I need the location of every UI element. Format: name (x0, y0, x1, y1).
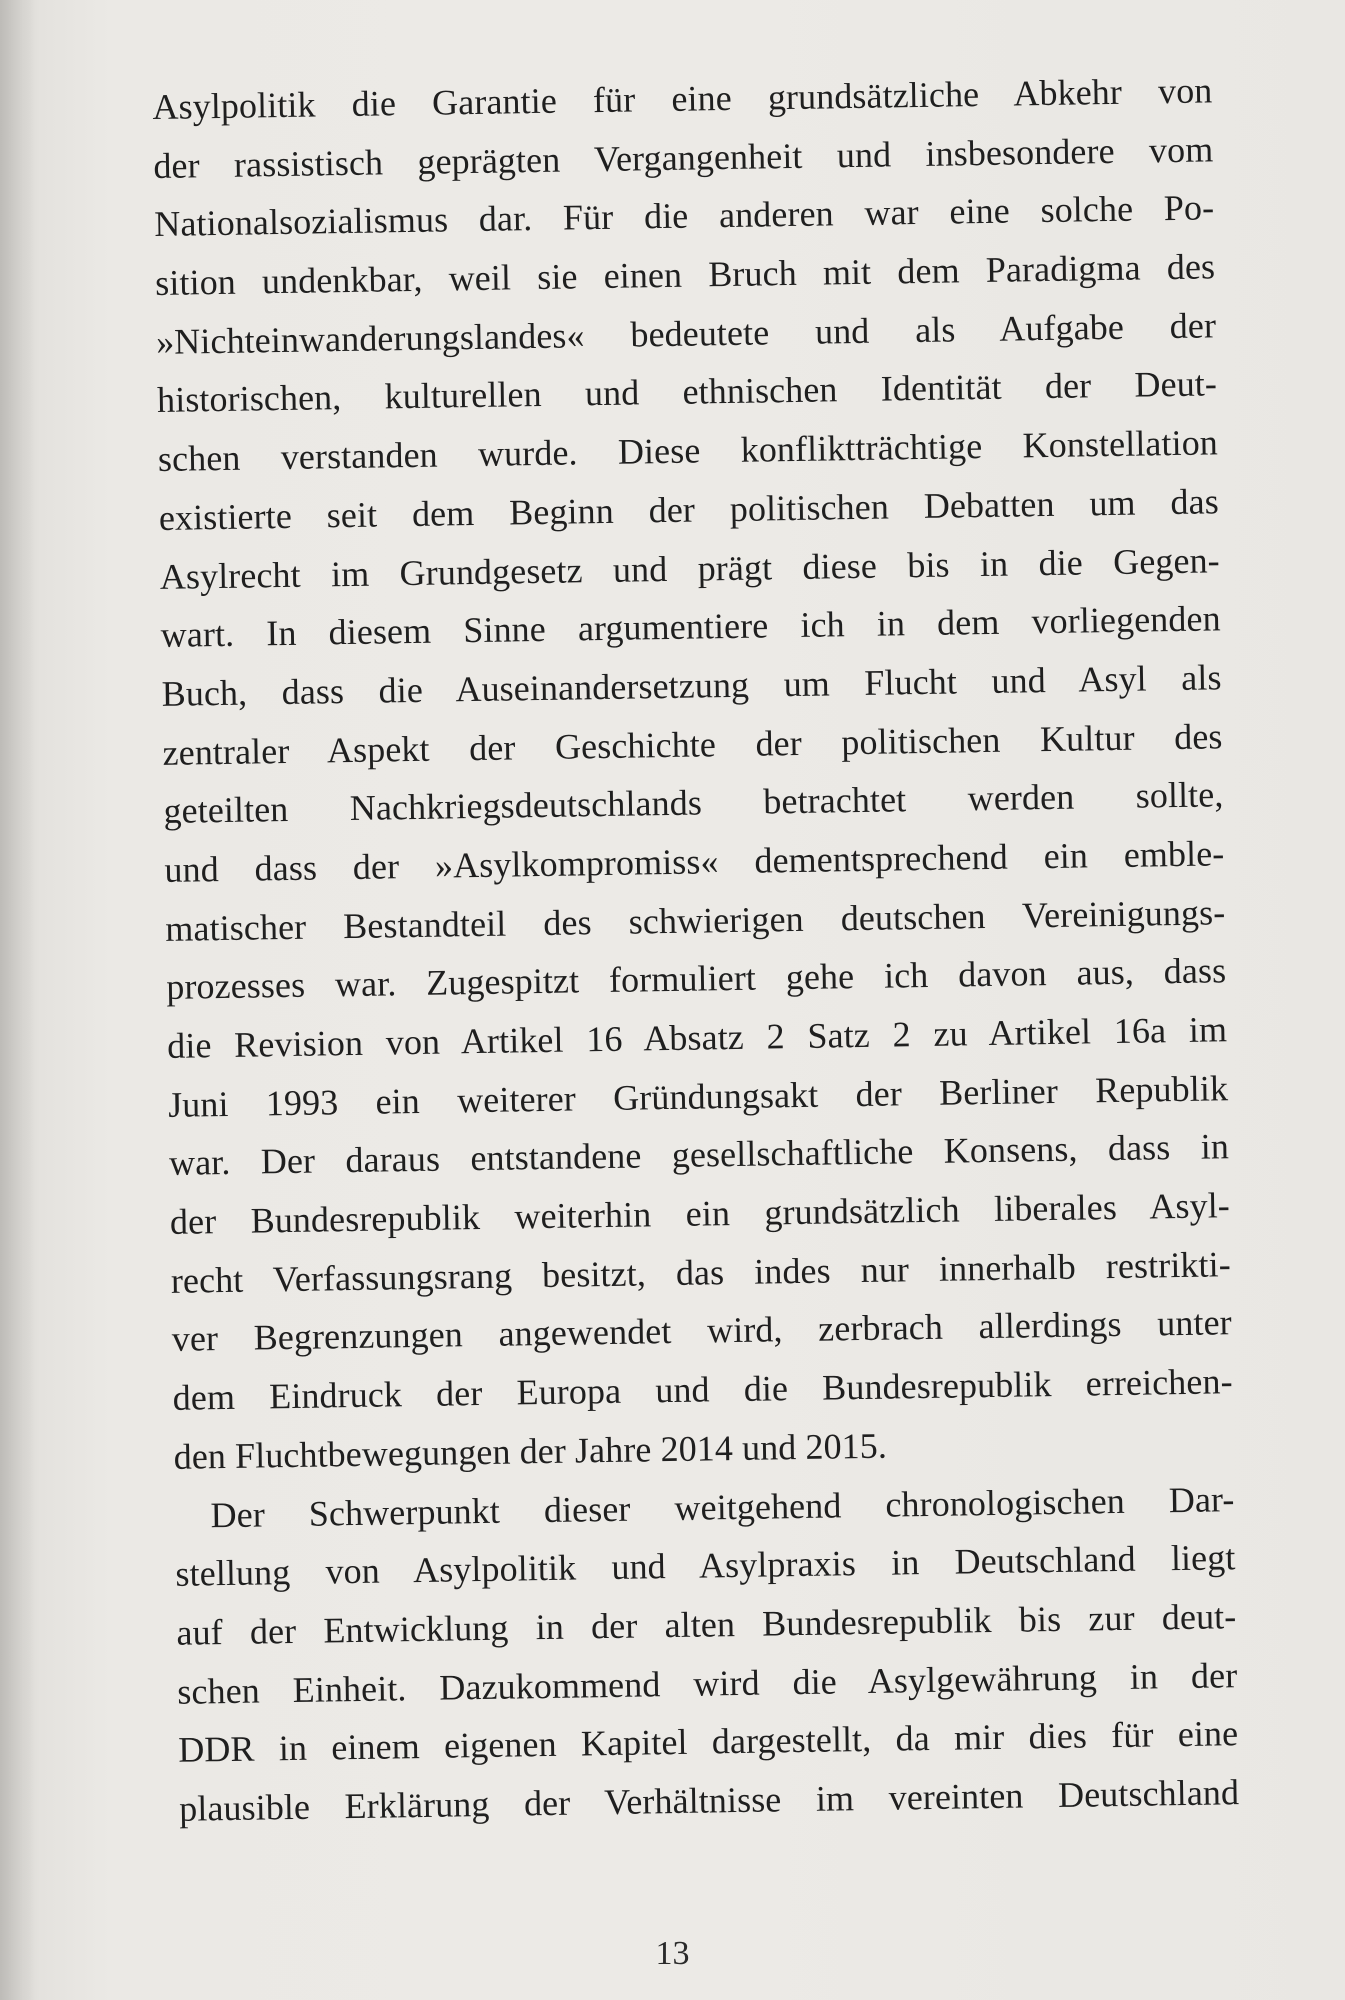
text-line: dem Eindruck der Europa und die Bundesrepublik erreichen- (172, 1361, 1233, 1418)
text-line: plausible Erklärung der Verhältnisse im vereinten Deutschland (178, 1772, 1240, 1829)
text-line: schen verstanden wurde. Diese konfliktträchtige Konstellation (157, 422, 1219, 480)
text-line: sition undenkbar, weil sie einen Bruch mit dem Paradigma des (154, 246, 1216, 304)
text-line: zentraler Aspekt der Geschichte der politischen Kultur des (162, 715, 1223, 773)
text-line: der Bundesrepublik weiterhin ein grundsätzlich liberales Asyl- (169, 1185, 1231, 1242)
text-line: Asylpolitik die Garantie für eine grundsätzliche Abkehr von (152, 70, 1213, 127)
text-line: »Nichteinwanderungslandes« bedeutete und als Aufgabe der (155, 305, 1217, 362)
page-number: 13 (655, 1935, 690, 1972)
text-line: der rassistisch geprägten Vergangenheit und insbesondere vom (153, 129, 1214, 186)
paragraph-last-line: den Fluchtbewegungen der Jahre 2014 und 2015. (173, 1425, 888, 1477)
text-line: die Revision von Artikel 16 Absatz 2 Satz 2 zu Artikel 16a im (166, 1009, 1228, 1066)
text-line: matischer Bestandteil des schwierigen deutschen Vereinigungs- (165, 891, 1226, 949)
text-line: recht Verfassungsrang besitzt, das indes nur innerhalb restrikti- (170, 1243, 1232, 1301)
text-line: stellung von Asylpolitik und Asylpraxis in Deutschland liegt (175, 1537, 1236, 1595)
text-line: historischen, kulturellen und ethnischen Identität der Deut- (156, 363, 1218, 421)
paragraph-first-line: Der Schwerpunkt dieser weitgehend chronologischen Dar- (210, 1478, 1235, 1535)
text-line: Buch, dass die Auseinandersetzung um Flucht und Asyl als (161, 657, 1222, 714)
text-line: existierte seit dem Beginn der politischen Debatten um das (158, 481, 1220, 538)
body-text (152, 61, 1240, 1838)
text-line: war. Der daraus entstandene gesellschaftliche Konsens, dass in (168, 1126, 1230, 1184)
text-line: auf der Entwicklung in der alten Bundesrepublik bis zur deut- (176, 1596, 1237, 1653)
text-line: ver Begrenzungen angewendet wird, zerbrach allerdings unter (171, 1302, 1232, 1360)
text-line: Nationalsozialismus dar. Für die anderen war eine solche Po- (153, 187, 1215, 245)
text-line: Juni 1993 ein weiterer Gründungsakt der Berliner Republik (167, 1067, 1229, 1125)
text-line: prozesses war. Zugespitzt formuliert gehe ich davon aus, dass (165, 950, 1227, 1008)
text-line: und dass der »Asylkompromiss« dementsprechend ein emble- (164, 833, 1225, 890)
text-line: schen Einheit. Dazukommend wird die Asylgewährung in der (177, 1654, 1238, 1712)
text-line: DDR in einem eigenen Kapitel dargestellt, da mir dies für eine (177, 1713, 1239, 1771)
text-line: geteilten Nachkriegsdeutschlands betrachtet werden sollte, (163, 774, 1224, 832)
text-line: wart. In diesem Sinne argumentiere ich in dem vorliegenden (160, 598, 1221, 656)
text-line: Asylrecht im Grundgesetz und prägt diese bis in die Gegen- (159, 539, 1221, 597)
